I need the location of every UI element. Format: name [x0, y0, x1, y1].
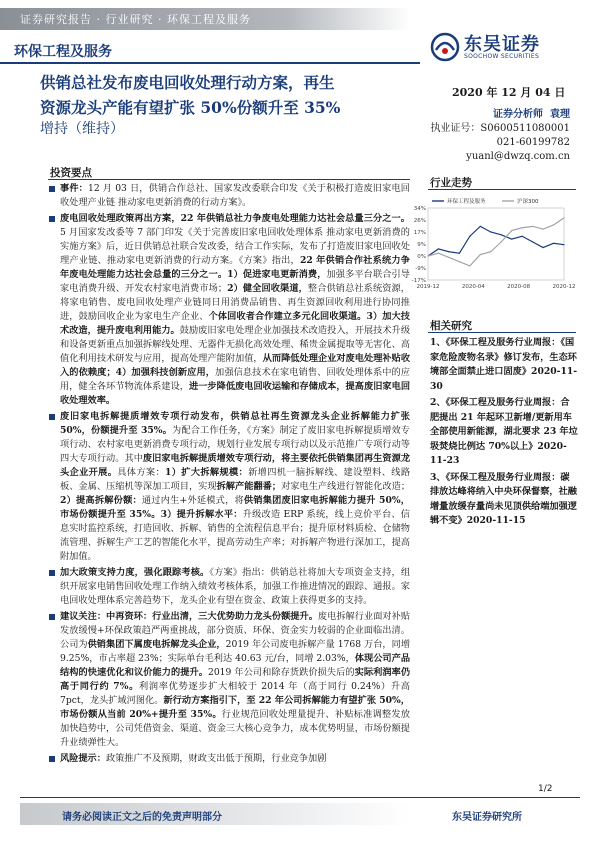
- related-item[interactable]: 1、《环保工程及服务行业周报：《国家危险废物名录》修订发布，生态环境部全面禁止进口固废》2020-11-30: [430, 337, 578, 392]
- bullet-text: 2019 年公司废电拆解产量 1768 万台，同增 9.25%，市占率超 23%；实际单台毛利达 40.63 元/台，同增 2.03%，: [60, 639, 411, 664]
- data-point: [459, 253, 460, 254]
- bullet-text: 12 月 03 日，供销合作总社、国家发改委联合印发《关于积极打造废旧家电回收处理产业链 推动家电更新消费的行动方案》。: [60, 183, 410, 208]
- data-point: [438, 248, 439, 249]
- key-points-body: [48, 182, 410, 768]
- data-point: [532, 226, 533, 227]
- report-type-banner: [0, 8, 410, 30]
- divider: [48, 179, 410, 180]
- data-point: [490, 251, 491, 252]
- data-point: [501, 234, 502, 235]
- legend-label: 沪深300: [517, 199, 539, 205]
- bullet-emphasis: 2）健全回收渠道，: [227, 283, 308, 294]
- bullet-emphasis: 个体回收者合作建立多元化回收渠道。3）加大技术改造，提升废电利用能力。: [60, 311, 410, 336]
- bullet-emphasis: 从而降低处理企业对废电处理补贴收入的依赖度；4）加强科技创新应用，: [60, 353, 411, 378]
- data-point: [480, 254, 481, 255]
- data-point: [427, 255, 428, 256]
- page-number: 1/2: [538, 784, 553, 794]
- report-title-line-1: 供销总社发布废电回收处理行动方案，再生: [40, 73, 335, 92]
- trend-chart-svg: [400, 192, 576, 302]
- bullet-text: 废电拆解行业面对补贴发放缓慢+环保政策趋严两重挑战，部分资质、环保、资金实力较弱的企业面临出清。公司为: [60, 611, 411, 650]
- data-point: [522, 236, 523, 237]
- data-point: [511, 238, 512, 239]
- bullet-lead: 废电回收处理政策再出方案，22 年供销总社力争废电处理能力达社会总量三分之一。: [60, 213, 410, 224]
- report-type-text: 证券研究报告 · 行业研究 · 环保工程及服务: [20, 13, 251, 26]
- bullet-emphasis: 22 年供销合作社系统力争年废电处理能力达社会总量的三分之一。1）促进家电更新消费，: [60, 255, 410, 280]
- footer-divider: [20, 797, 580, 798]
- bullet-support: [48, 566, 410, 608]
- bullet-text: 新增四机一脑拆解线、建设塑料、线路板、金属、压缩机等深加工项目，实现: [60, 467, 411, 492]
- bullet-text: 《方案》指出：供销总社将加大专项资金支持，组织开展家电销售回收处理工作纳入绩效考核体系，加强工作推进情况的跟踪、通报。家电回收处理体系完善趋势下，龙头企业有望在资金、政策上获得更多的支持。: [60, 567, 411, 606]
- bullet-lead: 风险提示：: [60, 753, 106, 764]
- report-date: 2020 年 12 月 04 日: [452, 86, 566, 99]
- bullet-recommendation: [48, 610, 410, 750]
- section-title-trend: 行业走势: [430, 177, 472, 189]
- institute-name: 东吴证券研究所: [452, 812, 522, 823]
- related-item[interactable]: 3、《环保工程及服务行业周报：碳排放达峰将纳入中央环保督察，社融增量放缓存量尚未见顶供给端加强逻辑不变》2020-11-15: [430, 471, 577, 526]
- bullet-event: [48, 182, 410, 210]
- data-point: [511, 230, 512, 231]
- y-tick-label: 0%: [417, 254, 426, 260]
- disclaimer-text: 请务必阅读正文之后的免责声明部分: [62, 812, 222, 823]
- y-tick-label: -17%: [411, 278, 426, 284]
- data-point: [553, 224, 554, 225]
- x-tick-label: 2020-04: [461, 284, 485, 290]
- bullet-emphasis: 供销集团下属废电拆解龙头企业，: [87, 639, 226, 650]
- bullet-text: 通过内生+外延模式，将: [141, 495, 244, 506]
- bullet-emphasis: 供销集团废旧家电拆解能力提升 50%，市场份额提升至 35%。3）提升拆解水平：: [60, 495, 410, 520]
- x-tick-label: 2020-08: [507, 284, 531, 290]
- bullet-emphasis: 进一步降低废电回收运输和存储成本，提高废旧家电回收处理效率。: [60, 381, 411, 406]
- logo-mark-icon: [430, 32, 460, 62]
- analyst-label: 证券分析师: [493, 109, 544, 120]
- legend-label: 环保工程及服务: [447, 199, 486, 205]
- analyst-name-row: [430, 108, 570, 122]
- bullet-text: 升级改造 ERP 系统，线上竞价平台、信息实时监控系统，打造回收、拆解、销售的全流程信息平台；提升原材料质检、仓储物流管理、拆解生产工艺的智能化水平，提高劳动生产率；对拆解产物进行深加工，提高附加值。: [60, 509, 410, 562]
- analyst-phone: 021-60199782: [496, 137, 570, 148]
- bullet-text: 对家电生产线进行智能化改造；: [281, 481, 411, 492]
- industry-trend-chart: [400, 192, 576, 302]
- data-point: [563, 244, 564, 245]
- y-tick-label: 26%: [413, 218, 426, 224]
- analyst-cert: 执业证号：S0600511080001: [430, 123, 570, 134]
- sector-name: 环保工程及服务: [14, 44, 112, 60]
- bullet-text: 为配合工作任务，《方案》制定了废旧家电拆解提质增效专项行动、农村家电更新消费专项行动，规划行业发展专项行动以及示范推广专项行动等四大专项行动。其中: [60, 425, 410, 464]
- bullet-text: 2019 年公司和除存货跌价损失后的: [207, 667, 355, 678]
- x-tick-label: 2020-12: [552, 284, 576, 290]
- bullet-text: 整合供销总社系统资源，将家电销售、废电回收处理产业链同日用消费品销售、再生资源回收利用进行协同推进，鼓励回收企业为家电生产企业、: [60, 283, 410, 322]
- section-title-points: 投资要点: [50, 167, 92, 179]
- y-tick-label: 9%: [417, 242, 426, 248]
- plot-frame: [428, 208, 564, 280]
- bullet-text: 具体方案：: [117, 467, 165, 478]
- sector-bar: [0, 36, 420, 64]
- data-point: [448, 251, 449, 252]
- bullet-policy: [48, 212, 410, 408]
- bullet-risk: [48, 752, 410, 766]
- y-tick-label: -9%: [415, 266, 426, 272]
- divider: [428, 332, 576, 333]
- y-tick-label: 34%: [413, 206, 426, 212]
- rating-label: 增持（维持）: [40, 121, 124, 137]
- data-point: [490, 231, 491, 232]
- section-title-related: 相关研究: [430, 320, 472, 332]
- data-point: [469, 236, 470, 237]
- bullet-lead: 建议关注：中再资环：行业出清，三大优势助力龙头份额提升。: [60, 611, 318, 622]
- data-point: [542, 229, 543, 230]
- bullet-emphasis: 废旧家电拆解提质增效专项行动，将主要依托供销集团再生资源龙头企业开展。: [60, 453, 411, 478]
- bullet-text: 行业规范回收处理量提升、补贴标准调整发放加快趋势中，公司凭借资金、渠道、资金三大核心竞争力，成本优势明显，市场份额提升业绩弹性大。: [60, 709, 410, 748]
- bullet-lead: 加大政策支持力度，强化跟踪考核。: [60, 567, 210, 578]
- bullet-action: [48, 410, 410, 564]
- bullet-text: 利润率优势逐步扩大相较于 2014 年（高于同行 0.24%）升高 7pct，龙头扩域河图化。: [60, 681, 410, 706]
- data-point: [553, 243, 554, 244]
- bullet-text: 加强信息技术在家电销售、回收处理体系中的应用，健全各环节物流体系建设，: [60, 367, 410, 392]
- related-item[interactable]: 2、《环保工程及服务行业周报：合肥提出 21 年起环卫新增/更新用车全部使用新能源，湖北要求 23 年垃圾焚烧比例达 70%以上》2020-11-23: [430, 397, 578, 466]
- data-point: [563, 217, 564, 218]
- data-point: [522, 227, 523, 228]
- data-point: [532, 241, 533, 242]
- bullet-lead: 废旧家电拆解提质增效专项行动发布，供销总社再生资源龙头企业拆解能力扩张 50%，份额提升至 35%。: [60, 411, 410, 436]
- bullet-emphasis: 体现公司产品结构的快速优化和议价能力的提升。: [60, 653, 411, 678]
- data-point: [542, 247, 543, 248]
- data-point: [448, 257, 449, 258]
- company-logo: [430, 28, 580, 68]
- bullet-emphasis: 新行动方案指引下，至 22 年公司拆解能力有望扩张 50%，市场份额从当前 20%+提升至 35%。: [60, 695, 410, 720]
- x-tick-label: 2019-12: [416, 284, 440, 290]
- analyst-name: 袁理: [550, 109, 570, 120]
- data-point: [501, 241, 502, 242]
- analyst-email[interactable]: yuanl@dwzq.com.cn: [466, 151, 570, 162]
- bullet-lead: 事件：: [60, 183, 89, 194]
- y-tick-label: 17%: [413, 230, 426, 236]
- series-line: [428, 218, 564, 266]
- logo-english-name: SOOCHOW SECURITIES: [464, 53, 540, 60]
- bullet-emphasis: 1）扩大拆解规模：: [165, 467, 249, 478]
- report-title-line-2: 资源龙头产能有望扩张 50%份额升至 35%: [40, 98, 341, 117]
- bullet-text: 5 月国家发改委等 7 部门印发《关于完善废旧家电回收处理体系 推动家电更新消费的实施方案》后，近日供销总社联合发改委，结合工作实际，发布了打造废旧家电回收处理产业链、推动家电更新消费的行动方案。《方案》指出，: [60, 227, 410, 266]
- bullet-emphasis: 2）提高拆解份额：: [60, 495, 142, 506]
- data-point: [438, 253, 439, 254]
- bullet-emphasis: 实际利润率仍高于同行约 7%。: [60, 667, 411, 692]
- bullet-text: 加强多平台联合引导家电消费升级、开发农村家电消费市场；: [60, 269, 410, 294]
- data-point: [480, 226, 481, 227]
- analyst-block: [430, 108, 570, 164]
- related-research-list: [430, 336, 578, 531]
- bullet-text: 鼓励废旧家电处理企业加强技术改造投入，开展技术升级和设备更新重点加强拆解线处理、无器件无损化高效处理、稀贵金属提取等无害化、高值化利用技术研发与应用，提高处理产能附加值，: [60, 325, 411, 364]
- divider: [428, 189, 576, 190]
- report-title: [40, 70, 400, 120]
- data-point: [469, 265, 470, 266]
- logo-chinese-name: 东吴证券: [464, 34, 540, 55]
- data-point: [459, 261, 460, 262]
- bullet-emphasis: 拆解产能翻番；: [216, 481, 282, 492]
- disclaimer-banner: [20, 803, 410, 825]
- bullet-text: 政策推广不及预期，财政支出低于预期，行业竞争加剧: [105, 753, 327, 764]
